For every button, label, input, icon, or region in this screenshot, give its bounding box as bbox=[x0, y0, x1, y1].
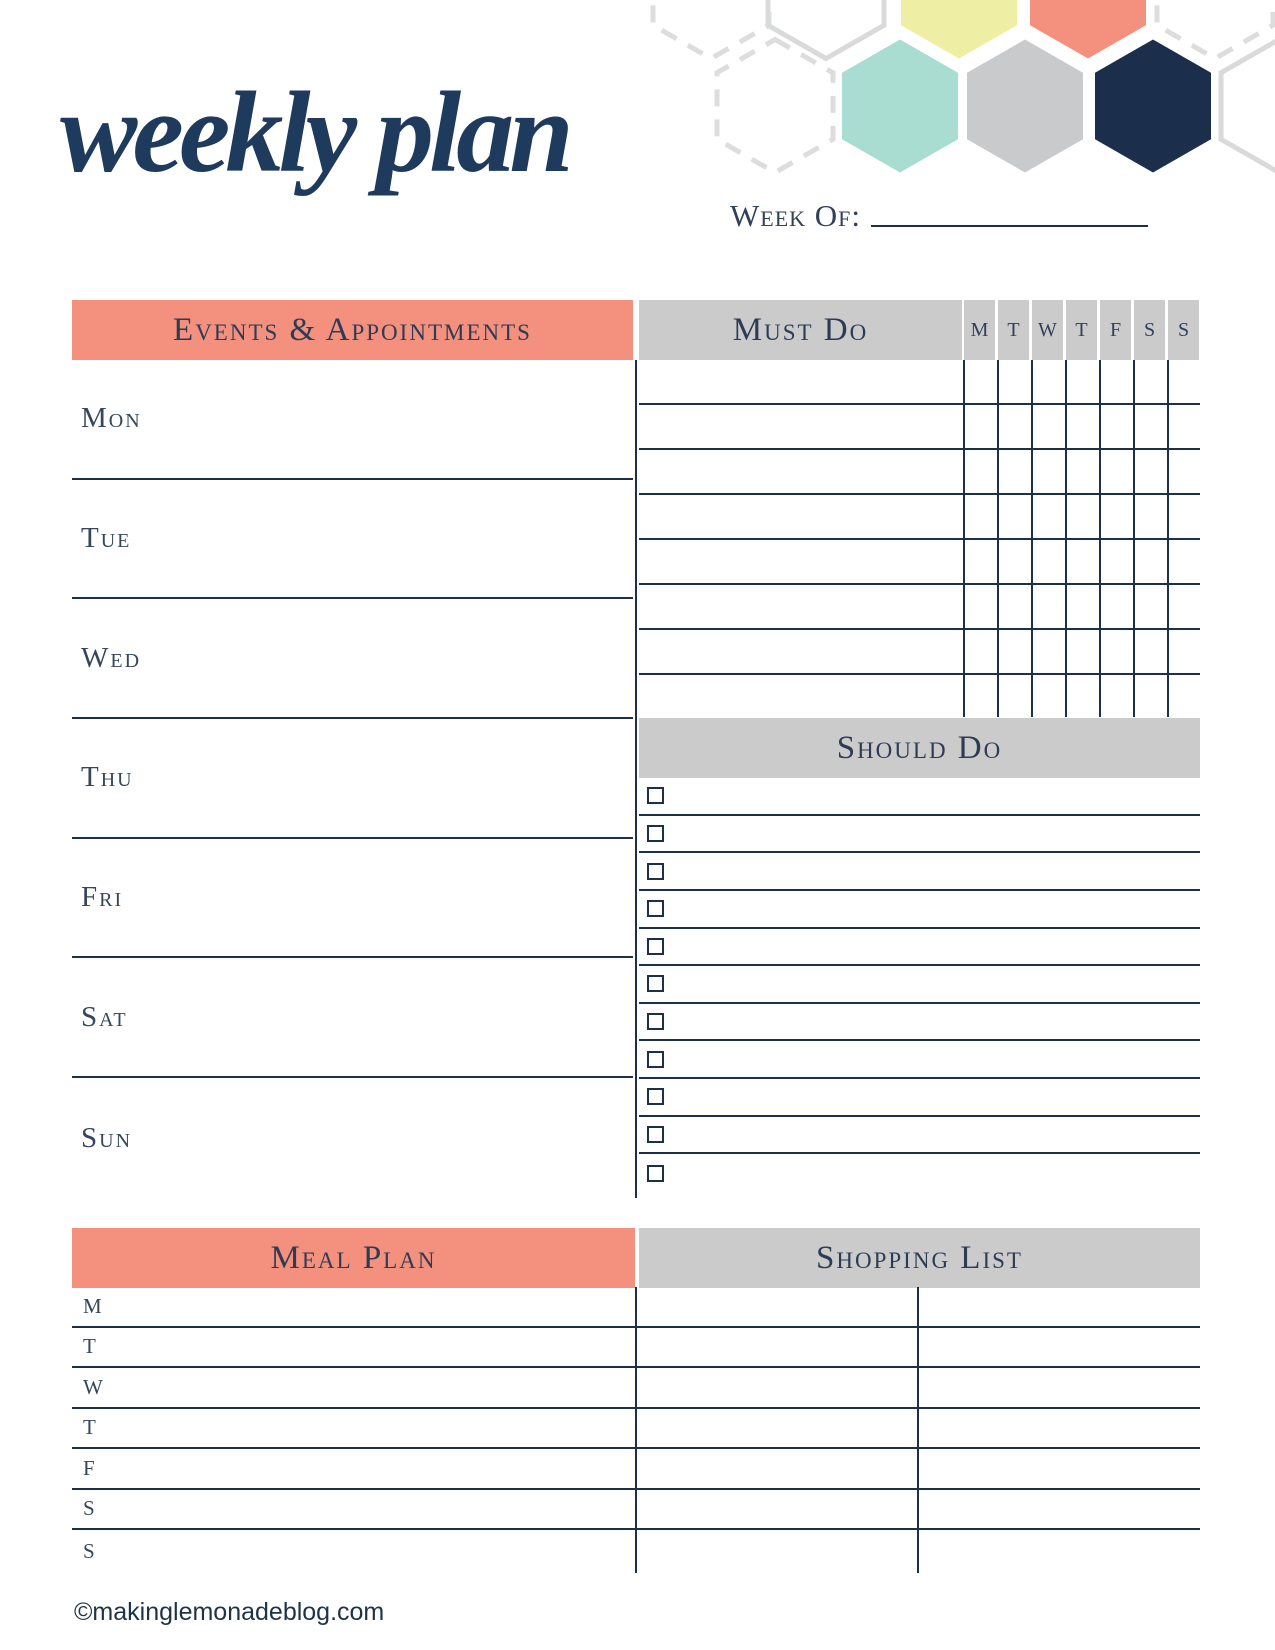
should-do-row[interactable] bbox=[639, 778, 1200, 816]
should-do-row[interactable] bbox=[639, 891, 1200, 929]
must-do-header-label: Must Do bbox=[732, 311, 869, 348]
must-do-day-column-6: S bbox=[1168, 300, 1199, 360]
week-of-input-line[interactable] bbox=[871, 224, 1148, 227]
shopping-list-left-divider bbox=[635, 1287, 637, 1573]
event-day-cell-fri[interactable] bbox=[72, 839, 633, 959]
event-day-cell-mon[interactable] bbox=[72, 360, 633, 480]
meal-plan-header-label: Meal Plan bbox=[270, 1239, 437, 1276]
should-do-checkbox[interactable] bbox=[647, 1013, 664, 1030]
week-of-label: Week Of: bbox=[730, 198, 862, 233]
should-do-checkbox[interactable] bbox=[647, 1126, 664, 1143]
grid-row-line bbox=[639, 493, 1200, 495]
event-day-cell-tue[interactable] bbox=[72, 480, 633, 600]
should-do-row[interactable] bbox=[639, 1004, 1200, 1042]
should-do-row[interactable] bbox=[639, 853, 1200, 891]
solid-hexagon-icon bbox=[1095, 40, 1211, 173]
should-do-checkbox[interactable] bbox=[647, 863, 664, 880]
should-do-checkbox[interactable] bbox=[647, 825, 664, 842]
meal-plan-day-letter: F bbox=[83, 1455, 95, 1480]
event-day-cell-wed[interactable] bbox=[72, 599, 633, 719]
meal-plan-day-letter: S bbox=[83, 1538, 95, 1563]
should-do-checkbox[interactable] bbox=[647, 1051, 664, 1068]
dashed-hexagon-icon bbox=[1157, 0, 1273, 59]
grid-column-line bbox=[1133, 360, 1135, 717]
day-label: Thu bbox=[81, 761, 134, 794]
day-label: Tue bbox=[81, 522, 132, 555]
dashed-hexagon-icon bbox=[653, 0, 769, 59]
should-do-header bbox=[639, 718, 1200, 778]
should-do-row[interactable] bbox=[639, 816, 1200, 854]
must-do-day-column-5: S bbox=[1134, 300, 1165, 360]
meal-plan-header bbox=[72, 1228, 635, 1288]
should-do-row[interactable] bbox=[639, 1079, 1200, 1117]
event-day-cell-sat[interactable] bbox=[72, 958, 633, 1078]
shopping-list-middle-divider bbox=[917, 1287, 919, 1573]
solid-hexagon-icon bbox=[967, 40, 1083, 173]
week-of bbox=[730, 200, 1148, 231]
outline-hexagon-icon bbox=[768, 0, 884, 59]
grid-row-line bbox=[639, 403, 1200, 405]
solid-hexagon-icon bbox=[1030, 0, 1146, 59]
grid-row-line bbox=[639, 673, 1200, 675]
shopping-list-header bbox=[639, 1228, 1200, 1288]
day-label: Wed bbox=[81, 641, 142, 674]
hexagon-decoration bbox=[615, 0, 1275, 180]
grid-column-line bbox=[1031, 360, 1033, 717]
should-do-row[interactable] bbox=[639, 1117, 1200, 1155]
should-do-list bbox=[639, 778, 1200, 1192]
must-do-day-column-3: T bbox=[1066, 300, 1097, 360]
meal-plan-day-letter: M bbox=[83, 1293, 102, 1318]
grid-column-line bbox=[1167, 360, 1169, 717]
footer-credit: ©makinglemonadeblog.com bbox=[74, 1598, 385, 1626]
should-do-checkbox[interactable] bbox=[647, 900, 664, 917]
must-do-day-columns bbox=[964, 300, 1200, 360]
should-do-row[interactable] bbox=[639, 1041, 1200, 1079]
page-title: weekly plan bbox=[60, 69, 569, 197]
event-day-cell-sun[interactable] bbox=[72, 1078, 633, 1198]
must-do-day-column-0: M bbox=[964, 300, 995, 360]
dashed-hexagon-icon bbox=[717, 40, 833, 173]
day-label: Fri bbox=[81, 881, 124, 914]
grid-row-line bbox=[639, 583, 1200, 585]
meal-plan-day-letter: W bbox=[83, 1374, 103, 1399]
day-label: Sun bbox=[81, 1121, 133, 1154]
meal-plan-day-letter: S bbox=[83, 1496, 95, 1521]
should-do-checkbox[interactable] bbox=[647, 787, 664, 804]
grid-row-line bbox=[639, 538, 1200, 540]
events-day-rows bbox=[72, 360, 633, 1198]
should-do-row[interactable] bbox=[639, 1154, 1200, 1192]
day-label: Mon bbox=[81, 402, 142, 435]
should-do-header-label: Should Do bbox=[836, 729, 1003, 766]
outline-hexagon-icon bbox=[1221, 40, 1275, 173]
solid-hexagon-icon bbox=[842, 40, 958, 173]
must-do-day-column-1: T bbox=[998, 300, 1029, 360]
grid-column-line bbox=[1065, 360, 1067, 717]
grid-column-line bbox=[1099, 360, 1101, 717]
grid-column-line bbox=[963, 360, 965, 717]
event-day-cell-thu[interactable] bbox=[72, 719, 633, 839]
meal-plan-day-letter: T bbox=[83, 1415, 96, 1440]
events-section-divider bbox=[635, 360, 637, 1198]
shopping-list-header-label: Shopping List bbox=[816, 1239, 1023, 1276]
grid-row-line bbox=[639, 628, 1200, 630]
grid-column-line bbox=[997, 360, 999, 717]
events-appointments-header-label: Events & Appointments bbox=[173, 311, 532, 348]
meal-plan-day-letter: T bbox=[83, 1334, 96, 1359]
grid-row-line bbox=[639, 448, 1200, 450]
should-do-checkbox[interactable] bbox=[647, 975, 664, 992]
day-label: Sat bbox=[81, 1000, 128, 1033]
must-do-day-column-2: W bbox=[1032, 300, 1063, 360]
should-do-checkbox[interactable] bbox=[647, 1088, 664, 1105]
must-do-header bbox=[639, 300, 962, 360]
must-do-day-column-4: F bbox=[1100, 300, 1131, 360]
events-appointments-header bbox=[72, 300, 633, 360]
should-do-checkbox[interactable] bbox=[647, 938, 664, 955]
should-do-checkbox[interactable] bbox=[647, 1165, 664, 1182]
must-do-grid[interactable] bbox=[639, 360, 1200, 717]
solid-hexagon-icon bbox=[901, 0, 1017, 59]
should-do-row[interactable] bbox=[639, 929, 1200, 967]
should-do-row[interactable] bbox=[639, 966, 1200, 1004]
